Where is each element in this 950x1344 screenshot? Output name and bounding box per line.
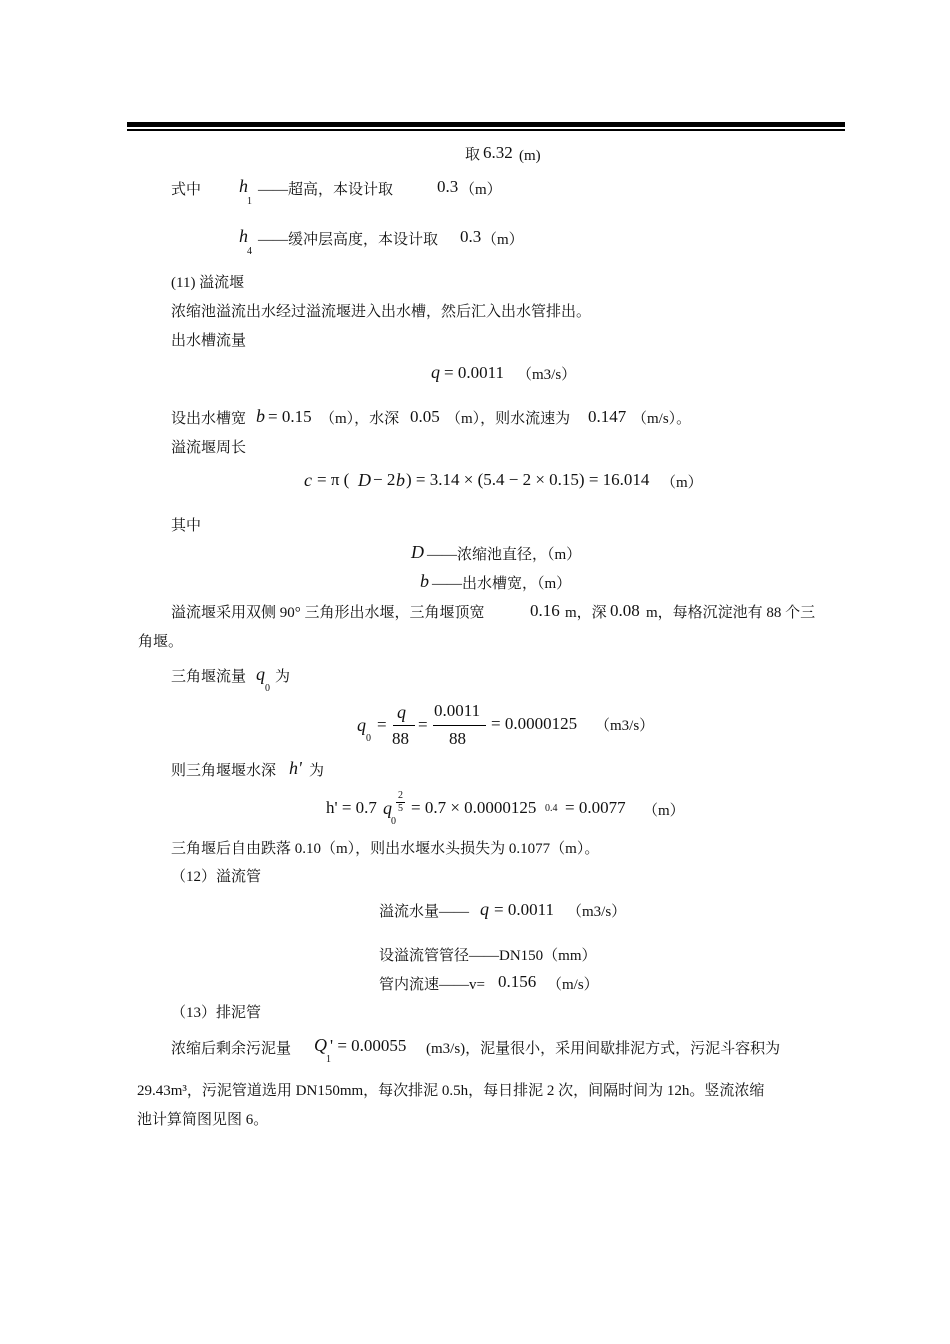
q0-eq-numerator2: 0.0011 — [434, 701, 481, 720]
q0-eq-numerator1: q — [397, 702, 406, 722]
weir-text-d: 角堰。 — [138, 634, 184, 650]
width-mid2: （m），则水流速为 — [446, 411, 571, 427]
hprime-label-post: 为 — [309, 763, 325, 779]
perimeter-label: 溢流堰周长 — [171, 440, 247, 456]
h1-value: 0.3 — [437, 177, 459, 196]
q-equation-rhs: = 0.0011 — [444, 363, 504, 382]
q0-eq-denominator1: 88 — [392, 729, 409, 748]
c-eq-D: D — [358, 470, 371, 490]
c-eq-part1: = π ( — [317, 470, 350, 489]
hp-eq-mid: = 0.7 × 0.0000125 — [411, 798, 537, 817]
hprime-label-symbol: h' — [289, 758, 302, 778]
hp-eq-exponent: 0.4 — [545, 803, 558, 814]
header-rule — [127, 122, 845, 127]
hprime-label-pre: 则三角堰堰水深 — [171, 763, 277, 779]
hp-eq-unit: （m） — [643, 803, 685, 819]
sludge-Q-symbol: Q — [314, 1035, 327, 1055]
weir-text-c: m，每格沉淀池有 88 个三 — [646, 605, 816, 621]
h1-description: ——超高，本设计取 — [258, 182, 394, 198]
hp-eq-exp-denominator: 5 — [398, 803, 403, 814]
q-equation-lhs: q — [431, 362, 440, 382]
h4-description: ——缓冲层高度，本设计取 — [258, 232, 439, 248]
overflow-pipe-diameter: 设溢流管管径——DN150（mm） — [379, 948, 597, 964]
overflow-q-unit: （m3/s） — [567, 904, 627, 920]
sludge-line-2: 29.43m³，污泥管道选用 DN150mm，每次排泥 0.5h，每日排泥 2 次，间隔时间为 12h。竖流浓缩 — [137, 1083, 765, 1099]
section-11-title: (11) 溢流堰 — [171, 275, 245, 291]
h4-unit: （m） — [482, 232, 524, 248]
overflow-q-symbol: q — [480, 899, 489, 919]
overflow-velocity-value: 0.156 — [498, 972, 537, 991]
head-loss-text: 三角堰后自由跌落 0.10（m），则出水堰水头损失为 0.1077（m）。 — [171, 841, 600, 857]
section-12-title: （12）溢流管 — [171, 869, 262, 885]
b-symbol: b — [420, 571, 429, 591]
h4-symbol: h — [239, 226, 248, 246]
hp-eq-q: q — [383, 798, 392, 818]
q0-label-sub: 0 — [265, 683, 270, 694]
among-label: 其中 — [171, 518, 202, 534]
sludge-Q-sub: 1 — [326, 1054, 331, 1065]
sludge-value: ' = 0.00055 — [330, 1036, 407, 1055]
q0-label-post: 为 — [275, 669, 291, 685]
width-b-symbol: b — [256, 406, 265, 426]
heading-take: 取 — [465, 147, 481, 163]
q-equation-unit: （m3/s） — [517, 367, 577, 383]
c-eq-b: b — [396, 470, 405, 490]
h1-symbol: h — [239, 176, 248, 196]
h4-value: 0.3 — [460, 227, 482, 246]
q0-eq-result: = 0.0000125 — [491, 714, 578, 733]
hp-eq-sub: 0 — [391, 816, 396, 827]
h4-subscript: 4 — [247, 246, 252, 257]
h1-unit: （m） — [460, 182, 502, 198]
heading-value: 6.32 — [483, 143, 513, 162]
outlet-flow-label: 出水槽流量 — [171, 333, 247, 349]
c-eq-part3: ) = 3.14 × (5.4 − 2 × 0.15) = 16.014 — [406, 470, 650, 489]
heading-unit: (m) — [519, 148, 541, 164]
c-symbol: c — [304, 470, 312, 490]
q0-eq-symbol: q — [357, 715, 366, 735]
overflow-q-label: 溢流水量—— — [379, 904, 470, 920]
D-symbol: D — [411, 542, 424, 562]
sludge-line-3: 池计算简图见图 6。 — [137, 1112, 269, 1128]
q0-eq-equals1: = — [377, 715, 387, 734]
width-mid1: （m），水深 — [320, 411, 400, 427]
overflow-velocity-unit: （m/s） — [547, 977, 599, 993]
width-value: = 0.15 — [268, 407, 312, 426]
weir-depth: 0.08 — [610, 601, 640, 620]
D-description: ——浓缩池直径，（m） — [427, 547, 582, 563]
c-eq-part2: − 2 — [373, 470, 396, 489]
weir-text-a: 溢流堰采用双侧 90° 三角形出水堰，三角堰顶宽 — [171, 605, 485, 621]
velocity-value: 0.147 — [588, 407, 627, 426]
q0-label-pre: 三角堰流量 — [171, 669, 247, 685]
c-eq-unit: （m） — [661, 475, 703, 491]
sludge-text: (m3/s)，泥量很小，采用间歇排泥方式，污泥斗容积为 — [426, 1041, 781, 1057]
velocity-unit: （m/s）。 — [632, 411, 692, 427]
header-rule-thin — [127, 129, 845, 131]
fraction-bar-1 — [393, 725, 415, 726]
weir-width: 0.16 — [530, 601, 560, 620]
hp-eq-exp-numerator: 2 — [398, 790, 403, 801]
fraction-bar-2 — [433, 725, 486, 726]
h1-subscript: 1 — [247, 196, 252, 207]
sludge-prefix: 浓缩后剩余污泥量 — [171, 1041, 292, 1057]
section-13-title: （13）排泥管 — [171, 1005, 262, 1021]
q0-eq-denominator2: 88 — [449, 729, 466, 748]
section-11-paragraph: 浓缩池溢流出水经过溢流堰进入出水槽，然后汇入出水管排出。 — [171, 304, 592, 320]
q0-eq-sub: 0 — [366, 733, 371, 744]
depth-value: 0.05 — [410, 407, 440, 426]
where-label: 式中 — [171, 182, 202, 198]
weir-text-b: m，深 — [565, 605, 607, 621]
overflow-q-value: = 0.0011 — [494, 900, 554, 919]
q0-eq-unit: （m3/s） — [595, 718, 655, 734]
q0-eq-equals2: = — [418, 715, 428, 734]
hp-eq-lhs: h' = 0.7 — [326, 798, 377, 817]
width-prefix: 设出水槽宽 — [171, 411, 247, 427]
hp-eq-result: = 0.0077 — [565, 798, 626, 817]
b-description: ——出水槽宽，（m） — [432, 576, 572, 592]
overflow-velocity-label: 管内流速——v= — [379, 977, 485, 993]
q0-label-symbol: q — [256, 664, 265, 684]
